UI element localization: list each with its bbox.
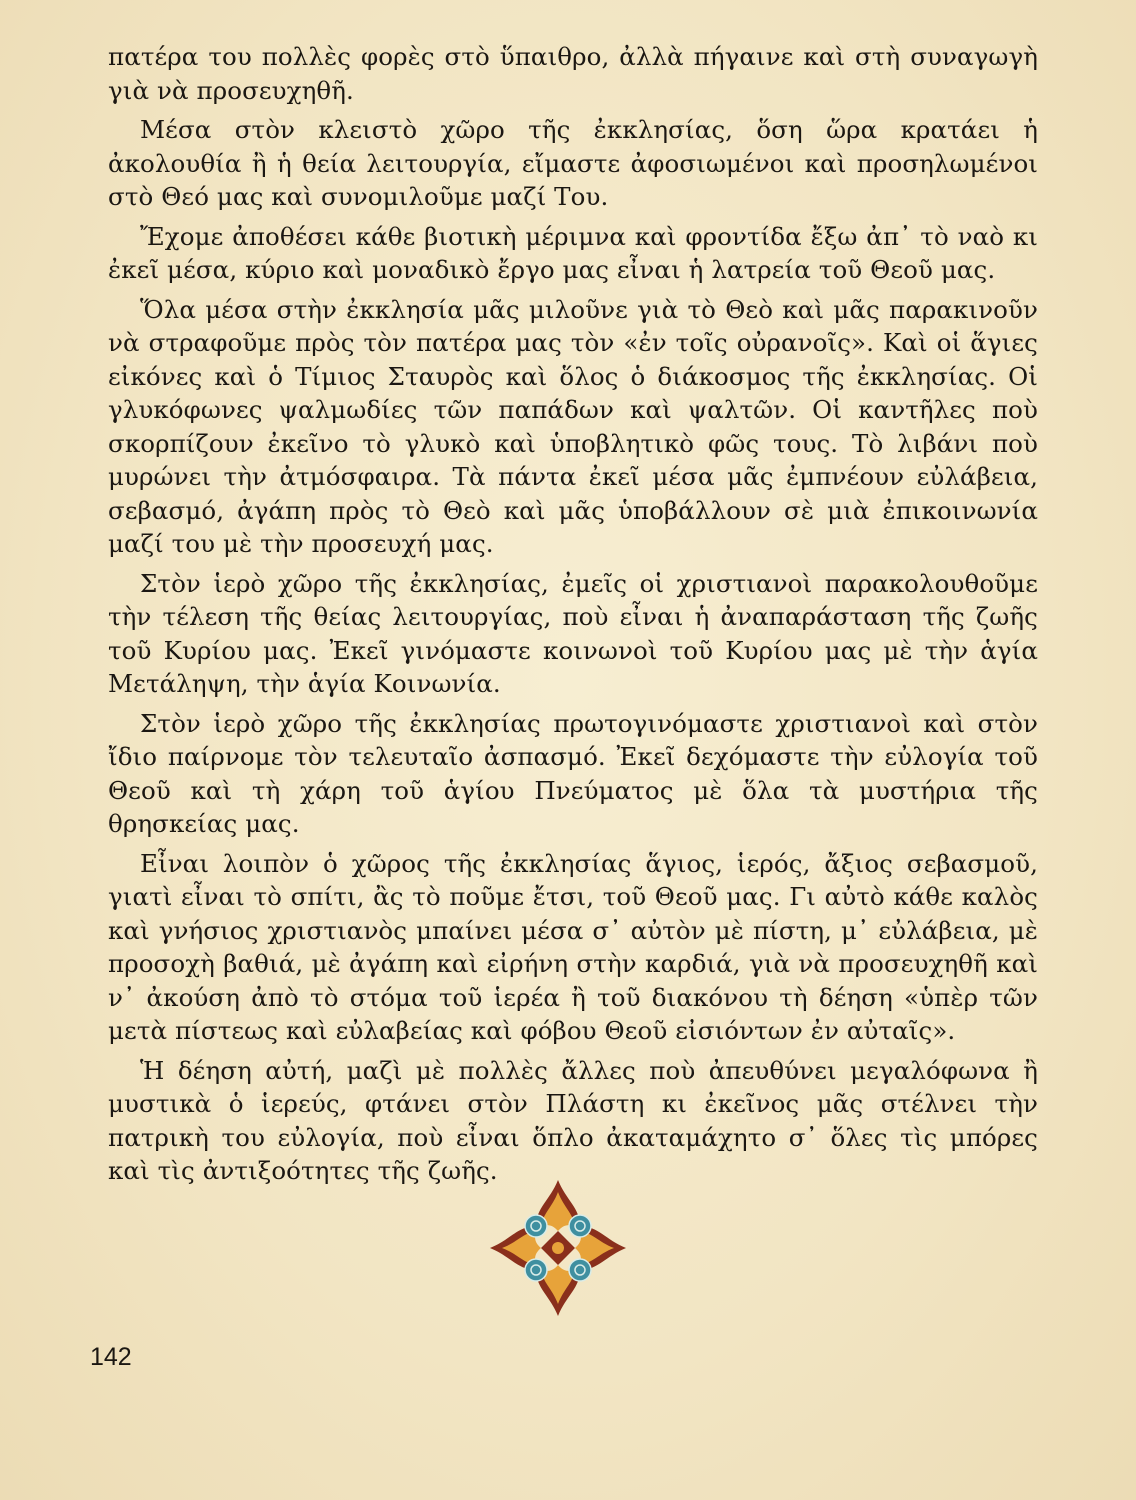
paragraph-2: Μέσα στὸν κλειστὸ χῶρο τῆς ἐκκλησίας, ὅση ὥρα κρατάει ἡ ἀκολουθία ἢ ἡ θεία λειτουργία, εἴμαστε ἀφοσιωμένοι καὶ προσηλωμένοι στὸ Θεό μας καὶ συνομιλοῦμε μαζί Του. [108, 115, 1038, 211]
paragraph-7: Εἶναι λοιπὸν ὁ χῶρος τῆς ἐκκλησίας ἅγιος, ἱερός, ἄξιος σεβασμοῦ, γιατὶ εἶναι τὸ σπίτι, ἂς τὸ ποῦμε ἔτσι, τοῦ Θεοῦ μας. Γι αὐτὸ κάθε καλὸς καὶ γνήσιος χριστιανὸς μπαίνει μέσα σ᾽ αὐτὸν μὲ πίστη, μ᾽ εὐλάβεια, μὲ προσοχὴ βαθιά, μὲ ἀγάπη καὶ εἰρήνη στὴν καρδιά, γιὰ νὰ προσευχηθῆ καὶ ν᾽ ἀκούση ἀπὸ τὸ στόμα τοῦ ἱερέα ἢ τοῦ διακόνου τὴ δέηση «ὑπὲρ τῶν μετὰ πίστεως καὶ εὐλαβείας καὶ φόβου Θεοῦ εἰσιόντων ἐν αὐταῖς». [108, 848, 1038, 1045]
page-number: 142 [90, 1343, 132, 1371]
paragraph-8: Ἡ δέηση αὐτή, μαζὶ μὲ πολλὲς ἄλλες ποὺ ἀπευθύνει μεγαλόφωνα ἢ μυστικὰ ὁ ἱερεύς, φτάνει στὸν Πλάστη κι ἐκεῖνος μᾶς στέλνει τὴν πατρικὴ του εὐλογία, ποὺ εἶναι ὅπλο ἀκαταμάχητο σ᾽ ὅλες τὶς μπόρες καὶ τὶς ἀντιξοότητες τῆς ζωῆς. [108, 1055, 1038, 1185]
cross-ornament-icon [488, 1178, 628, 1318]
body-text [108, 40, 1038, 1194]
paragraph-5: Στὸν ἱερὸ χῶρο τῆς ἐκκλησίας, ἐμεῖς οἱ χριστιανοὶ παρακολουθοῦμε τὴν τέλεση τῆς θείας λειτουργίας, ποὺ εἶναι ἡ ἀναπαράσταση τῆς ζωῆς τοῦ Κυρίου μας. Ἐκεῖ γινόμαστε κοινωνοὶ τοῦ Κυρίου μας μὲ τὴν ἁγία Μετάληψη, τὴν ἁγία Κοινωνία. [108, 568, 1038, 698]
paragraph-3: Ἔχομε ἀποθέσει κάθε βιοτικὴ μέριμνα καὶ φροντίδα ἔξω ἀπ᾽ τὸ ναὸ κι ἐκεῖ μέσα, κύριο καὶ μοναδικὸ ἔργο μας εἶναι ἡ λατρεία τοῦ Θεοῦ μας. [108, 221, 1038, 284]
paragraph-6: Στὸν ἱερὸ χῶρο τῆς ἐκκλησίας πρωτογινόμαστε χριστιανοὶ καὶ στὸν ἴδιο παίρνομε τὸν τελευταῖο ἀσπασμό. Ἐκεῖ δεχόμαστε τὴν εὐλογία τοῦ Θεοῦ καὶ τὴ χάρη τοῦ ἁγίου Πνεύματος μὲ ὅλα τὰ μυστήρια τῆς θρησκείας μας. [108, 708, 1038, 838]
paragraph-4: Ὅλα μέσα στὴν ἐκκλησία μᾶς μιλοῦνε γιὰ τὸ Θεὸ καὶ μᾶς παρακινοῦν νὰ στραφοῦμε πρὸς τὸν πατέρα μας τὸν «ἐν τοῖς οὐρανοῖς». Καὶ οἱ ἅγιες εἰκόνες καὶ ὁ Τίμιος Σταυρὸς καὶ ὅλος ὁ διάκοσμος τῆς ἐκκλησίας. Οἱ γλυκόφωνες ψαλμωδίες τῶν παπάδων καὶ ψαλτῶν. Οἱ καντῆλες ποὺ σκορπίζουν ἐκεῖνο τὸ γλυκὸ καὶ ὑποβλητικὸ φῶς τους. Τὸ λιβάνι ποὺ μυρώνει τὴν ἀτμόσφαιρα. Τὰ πάντα ἐκεῖ μέσα μᾶς ἐμπνέουν εὐλάβεια, σεβασμό, ἀγάπη πρὸς τὸ Θεὸ καὶ μᾶς ὑποβάλλουν σὲ μιὰ ἐπικοινωνία μαζί του μὲ τὴν προσευχή μας. [108, 294, 1038, 558]
paragraph-1: πατέρα του πολλὲς φορὲς στὸ ὕπαιθρο, ἀλλὰ πήγαινε καὶ στὴ συναγωγὴ γιὰ νὰ προσευχηθῆ. [108, 42, 1038, 105]
